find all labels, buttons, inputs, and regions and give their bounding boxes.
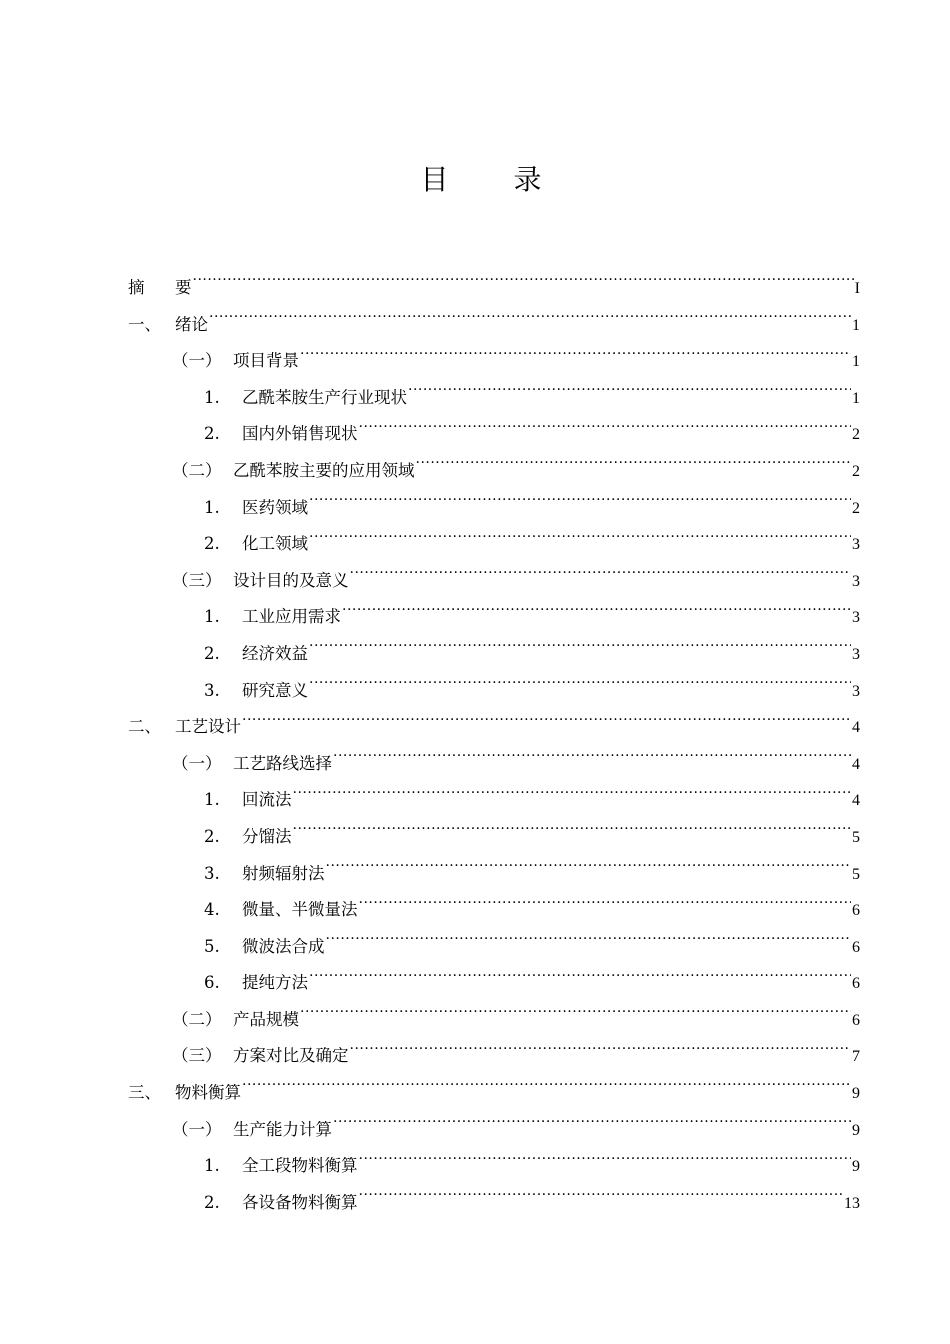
toc-entry[interactable] bbox=[128, 490, 860, 527]
entry-title: 要 bbox=[175, 278, 192, 297]
entry-title: 工艺路线选择 bbox=[233, 753, 332, 773]
dot-leader bbox=[293, 789, 852, 806]
entry-page-number: 3 bbox=[852, 645, 860, 663]
toc-entry[interactable] bbox=[128, 782, 860, 819]
toc-entry[interactable] bbox=[128, 599, 860, 636]
toc-entry[interactable] bbox=[128, 563, 860, 600]
entry-title: 方案对比及确定 bbox=[233, 1046, 349, 1066]
entry-number: （一） bbox=[172, 351, 222, 371]
dot-leader bbox=[242, 1082, 851, 1099]
dot-leader bbox=[350, 1045, 852, 1062]
entry-number: 5. bbox=[204, 936, 220, 956]
dot-leader bbox=[350, 569, 852, 586]
entry-number: 3. bbox=[204, 863, 220, 883]
entry-page-number: 6 bbox=[852, 1011, 860, 1029]
entry-page-number: 5 bbox=[852, 865, 860, 883]
entry-page-number: 4 bbox=[852, 719, 860, 737]
entry-page-number: 3 bbox=[852, 572, 860, 590]
entry-number: 三、 bbox=[128, 1083, 161, 1103]
dot-leader bbox=[309, 496, 851, 513]
entry-number: 4. bbox=[204, 900, 220, 920]
entry-page-number: 2 bbox=[852, 462, 860, 480]
entry-title: 微量、半微量法 bbox=[242, 900, 358, 920]
dot-leader bbox=[293, 825, 852, 842]
entry-number: （一） bbox=[172, 753, 222, 773]
toc-entry[interactable] bbox=[128, 1038, 860, 1075]
entry-page-number: 6 bbox=[852, 938, 860, 956]
entry-page-number: 1 bbox=[852, 353, 860, 371]
entry-number: （三） bbox=[172, 1046, 222, 1066]
entry-title: 项目背景 bbox=[233, 351, 299, 371]
toc-entry[interactable] bbox=[128, 380, 860, 417]
entry-number: 二、 bbox=[128, 717, 161, 737]
entry-page-number: 6 bbox=[852, 902, 860, 920]
entry-title: 设计目的及意义 bbox=[233, 570, 349, 590]
dot-leader bbox=[242, 716, 851, 733]
entry-number: 1. bbox=[204, 387, 220, 407]
entry-page-number: 3 bbox=[852, 536, 860, 554]
entry-title: 乙酰苯胺生产行业现状 bbox=[242, 387, 407, 407]
entry-number: 2. bbox=[204, 424, 220, 444]
dot-leader bbox=[416, 459, 852, 476]
entry-page-number: 4 bbox=[852, 755, 860, 773]
toc-entry[interactable] bbox=[128, 892, 860, 929]
entry-page-number: 3 bbox=[852, 609, 860, 627]
entry-page-number: I bbox=[854, 280, 860, 297]
toc-entry[interactable] bbox=[128, 1148, 860, 1185]
toc-entry[interactable] bbox=[128, 307, 860, 344]
entry-page-number: 2 bbox=[852, 499, 860, 517]
entry-title: 乙酰苯胺主要的应用领域 bbox=[233, 460, 415, 480]
entry-title: 提纯方法 bbox=[242, 973, 308, 993]
dot-leader bbox=[342, 606, 851, 623]
dot-leader bbox=[408, 386, 851, 403]
entry-page-number: 13 bbox=[844, 1194, 860, 1212]
entry-number: （三） bbox=[172, 570, 222, 590]
toc-entry[interactable] bbox=[128, 1075, 860, 1112]
entry-title: 绪论 bbox=[175, 314, 208, 334]
dot-leader bbox=[309, 972, 851, 989]
toc-entry[interactable] bbox=[128, 709, 860, 746]
dot-leader bbox=[326, 862, 852, 879]
toc-entry[interactable] bbox=[128, 1002, 860, 1039]
dot-leader bbox=[333, 752, 851, 769]
entry-page-number: 5 bbox=[852, 828, 860, 846]
dot-leader bbox=[309, 533, 851, 550]
entry-page-number: 1 bbox=[852, 389, 860, 407]
entry-number: 2. bbox=[204, 1192, 220, 1212]
dot-leader bbox=[359, 1155, 852, 1172]
entry-page-number: 9 bbox=[852, 1121, 860, 1139]
dot-leader bbox=[359, 899, 852, 916]
entry-title: 物料衡算 bbox=[175, 1083, 241, 1103]
entry-number: （二） bbox=[172, 460, 222, 480]
entry-page-number: 2 bbox=[852, 426, 860, 444]
entry-title: 工业应用需求 bbox=[242, 607, 341, 627]
entry-number: 3. bbox=[204, 680, 220, 700]
entry-title: 医药领域 bbox=[242, 497, 308, 517]
dot-leader bbox=[359, 1191, 844, 1208]
entry-number: （一） bbox=[172, 1119, 222, 1139]
entry-title: 回流法 bbox=[242, 790, 292, 810]
entry-number: 2. bbox=[204, 534, 220, 554]
dot-leader bbox=[300, 350, 851, 367]
entry-number: 1. bbox=[204, 1156, 220, 1176]
toc-entry[interactable] bbox=[128, 819, 860, 856]
dot-leader bbox=[309, 679, 851, 696]
entry-number: （二） bbox=[172, 1009, 222, 1029]
dot-leader bbox=[300, 1008, 851, 1025]
toc-entry[interactable] bbox=[128, 746, 860, 783]
dot-leader bbox=[209, 313, 851, 330]
entry-title: 全工段物料衡算 bbox=[242, 1156, 358, 1176]
entry-title: 射频辐射法 bbox=[242, 863, 325, 883]
entry-number: 1. bbox=[204, 607, 220, 627]
entry-page-number: 9 bbox=[852, 1085, 860, 1103]
entry-number: 2. bbox=[204, 643, 220, 663]
entry-page-number: 3 bbox=[852, 682, 860, 700]
entry-title: 生产能力计算 bbox=[233, 1119, 332, 1139]
entry-title: 化工领域 bbox=[242, 534, 308, 554]
entry-title: 各设备物料衡算 bbox=[242, 1192, 358, 1212]
toc-entry[interactable] bbox=[128, 526, 860, 563]
toc-title: 目 录 bbox=[420, 163, 570, 196]
entry-title: 经济效益 bbox=[242, 643, 308, 663]
entry-title: 微波法合成 bbox=[242, 936, 325, 956]
entry-title: 分馏法 bbox=[242, 826, 292, 846]
toc-entry[interactable] bbox=[128, 1112, 860, 1149]
entry-number: 1. bbox=[204, 497, 220, 517]
entry-page-number: 1 bbox=[852, 316, 860, 334]
dot-leader bbox=[193, 277, 854, 294]
entry-page-number: 9 bbox=[852, 1158, 860, 1176]
dot-leader bbox=[333, 1118, 851, 1135]
entry-number: 2. bbox=[204, 826, 220, 846]
toc-entry[interactable] bbox=[128, 1185, 860, 1222]
toc-entry[interactable] bbox=[128, 453, 860, 490]
table-of-contents bbox=[128, 270, 860, 1221]
toc-entry[interactable] bbox=[128, 343, 860, 380]
entry-number: 6. bbox=[204, 973, 220, 993]
toc-entry[interactable] bbox=[128, 856, 860, 893]
entry-title: 国内外销售现状 bbox=[242, 424, 358, 444]
entry-number: 摘 bbox=[128, 278, 145, 297]
toc-entry[interactable] bbox=[128, 965, 860, 1002]
toc-entry[interactable] bbox=[128, 929, 860, 966]
toc-entry[interactable] bbox=[128, 636, 860, 673]
entry-page-number: 6 bbox=[852, 975, 860, 993]
entry-number: 一、 bbox=[128, 314, 161, 334]
dot-leader bbox=[359, 423, 852, 440]
entry-page-number: 4 bbox=[852, 792, 860, 810]
dot-leader bbox=[309, 642, 851, 659]
entry-title: 研究意义 bbox=[242, 680, 308, 700]
dot-leader bbox=[326, 935, 852, 952]
entry-title: 产品规模 bbox=[233, 1009, 299, 1029]
toc-entry[interactable] bbox=[128, 416, 860, 453]
entry-page-number: 7 bbox=[852, 1048, 860, 1066]
toc-entry[interactable] bbox=[128, 270, 860, 307]
entry-number: 1. bbox=[204, 790, 220, 810]
entry-title: 工艺设计 bbox=[175, 717, 241, 737]
toc-entry[interactable] bbox=[128, 673, 860, 710]
